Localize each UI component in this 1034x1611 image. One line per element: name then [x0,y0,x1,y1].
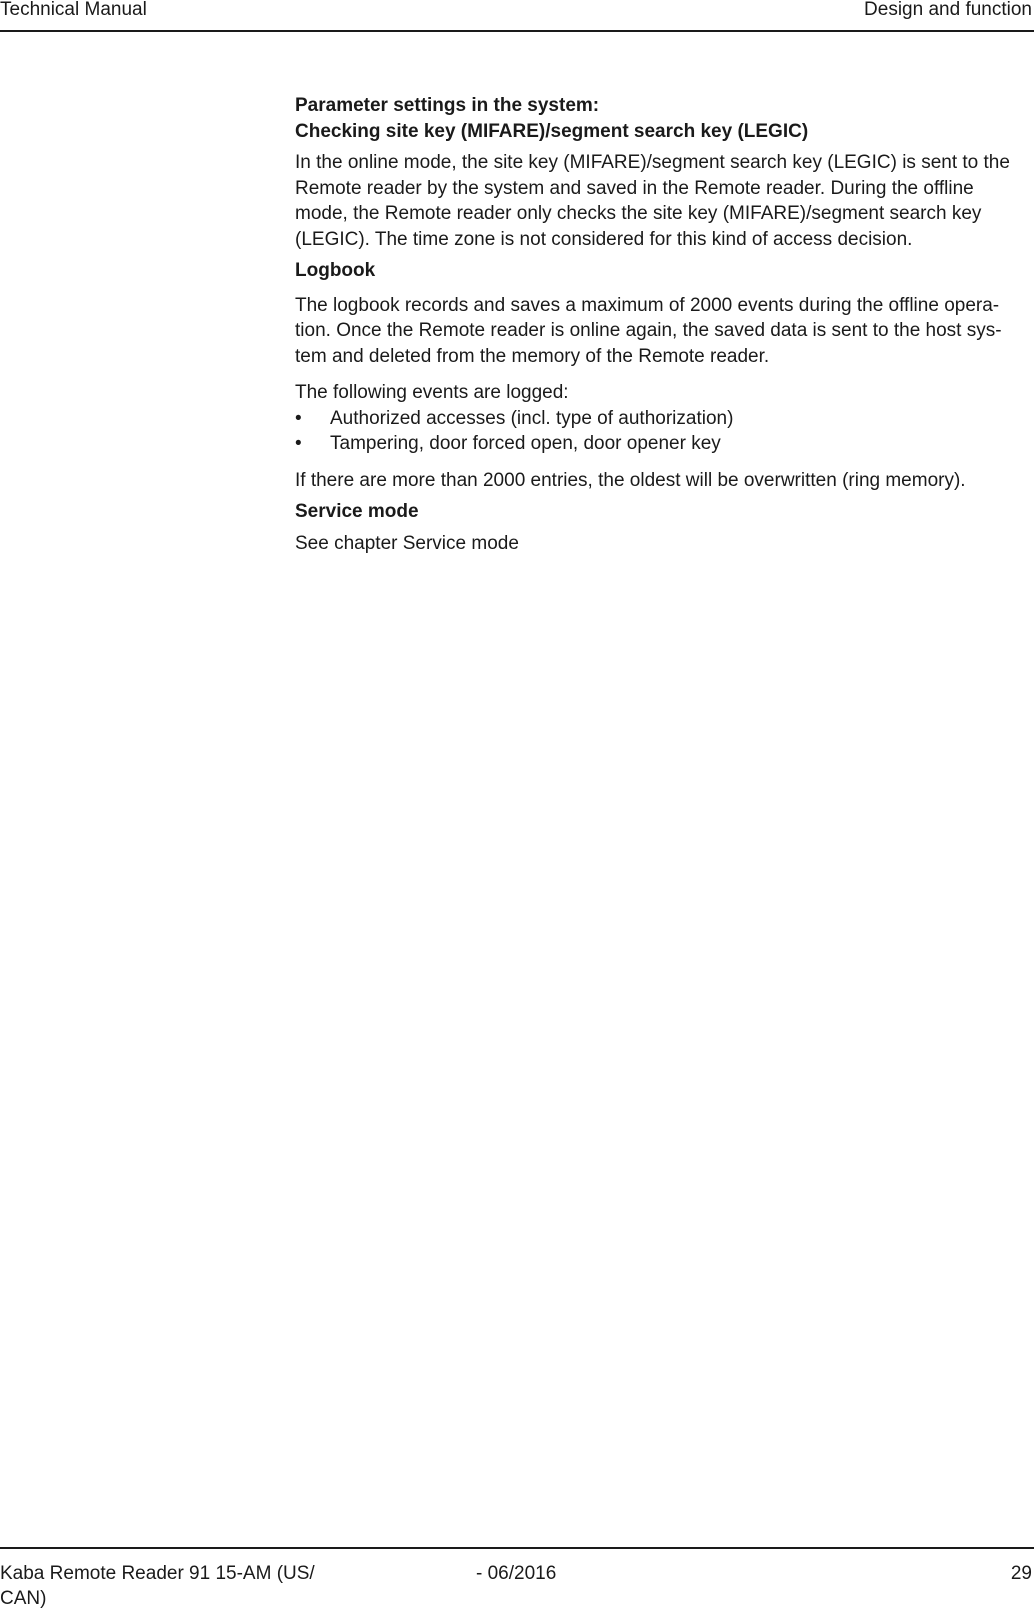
page-number: 29 [1010,1563,1032,1584]
bullet-icon: • [295,433,302,454]
paragraph-see-chapter: See chapter Service mode [295,532,519,554]
page-header [0,0,1034,32]
paragraph-events-logged: The following events are logged: [295,382,569,403]
paragraph-line: tion. Once the Remote reader is online again, the saved data is sent to the host sys- [295,320,1002,341]
list-item [295,431,1020,457]
list-item-text: Authorized accesses (incl. type of authorization) [330,407,734,429]
list-item-text: Tampering, door forced open, door opener key [330,433,721,454]
footer-date: - 06/2016 [476,1563,557,1584]
paragraph-logbook [295,293,1020,370]
footer-product-line: CAN) [0,1588,47,1609]
paragraph-line: (LEGIC). The time zone is not considered for this kind of access decision. [295,228,913,250]
section-heading-service-mode: Service mode [295,501,419,522]
paragraph-ring-memory: If there are more than 2000 entries, the oldest will be overwritten (ring memory). [295,469,966,491]
list-item [295,406,1020,432]
footer-product-name [0,1561,330,1611]
section-heading-parameter-settings: Parameter settings in the system: [295,95,600,116]
bullet-icon: • [295,407,302,429]
section-heading-logbook: Logbook [295,260,376,281]
page-content [295,93,1020,556]
section-heading-checking-site-key: Checking site key (MIFARE)/segment search key (LEGIC) [295,120,809,142]
header-chapter-title: Design and function [864,0,1032,20]
footer-product-line: Kaba Remote Reader 91 15-AM (US/ [0,1563,315,1584]
paragraph-line: mode, the Remote reader only checks the site key (MIFARE)/segment search key [295,203,982,224]
page-footer [0,1547,1034,1609]
paragraph-line: tem and deleted from the memory of the Remote reader. [295,345,770,367]
paragraph-online-mode [295,150,1020,252]
paragraph-line: Remote reader by the system and saved in the Remote reader. During the offline [295,177,974,199]
paragraph-line: In the online mode, the site key (MIFARE)/segment search key (LEGIC) is sent to the [295,152,1010,173]
paragraph-line: The logbook records and saves a maximum of 2000 events during the offline opera- [295,294,1000,316]
header-document-title: Technical Manual [0,0,147,20]
